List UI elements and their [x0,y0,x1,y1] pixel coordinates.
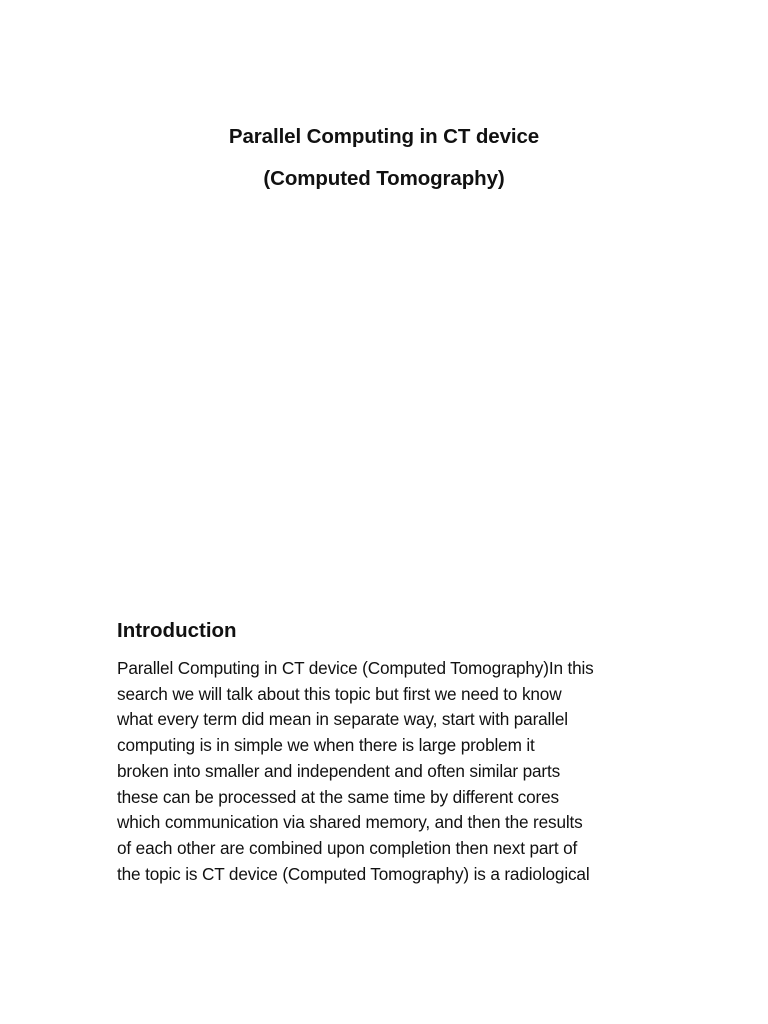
body-line-4: computing is in simple we when there is large problem it [117,735,535,756]
body-line-5: broken into smaller and independent and often similar parts [117,760,561,781]
body-line-3: what every term did mean in separate way, start with parallel [117,709,568,730]
title-line-2: (Computed Tomography) [263,167,505,190]
introduction-heading: Introduction [117,619,237,642]
introduction-body [117,656,657,887]
body-line-9: the topic is CT device (Computed Tomography) is a radiological [117,863,590,884]
body-line-6: these can be processed at the same time by different cores [117,786,559,807]
body-line-2: search we will talk about this topic but first we need to know [117,683,562,704]
document-title [0,116,768,200]
introduction-section [117,616,657,887]
body-line-8: of each other are combined upon completion then next part of [117,837,578,858]
body-line-7: which communication via shared memory, and then the results [117,812,583,833]
body-line-1: Parallel Computing in CT device (Computed Tomography)In this [117,658,594,678]
title-line-1: Parallel Computing in CT device [228,125,540,148]
